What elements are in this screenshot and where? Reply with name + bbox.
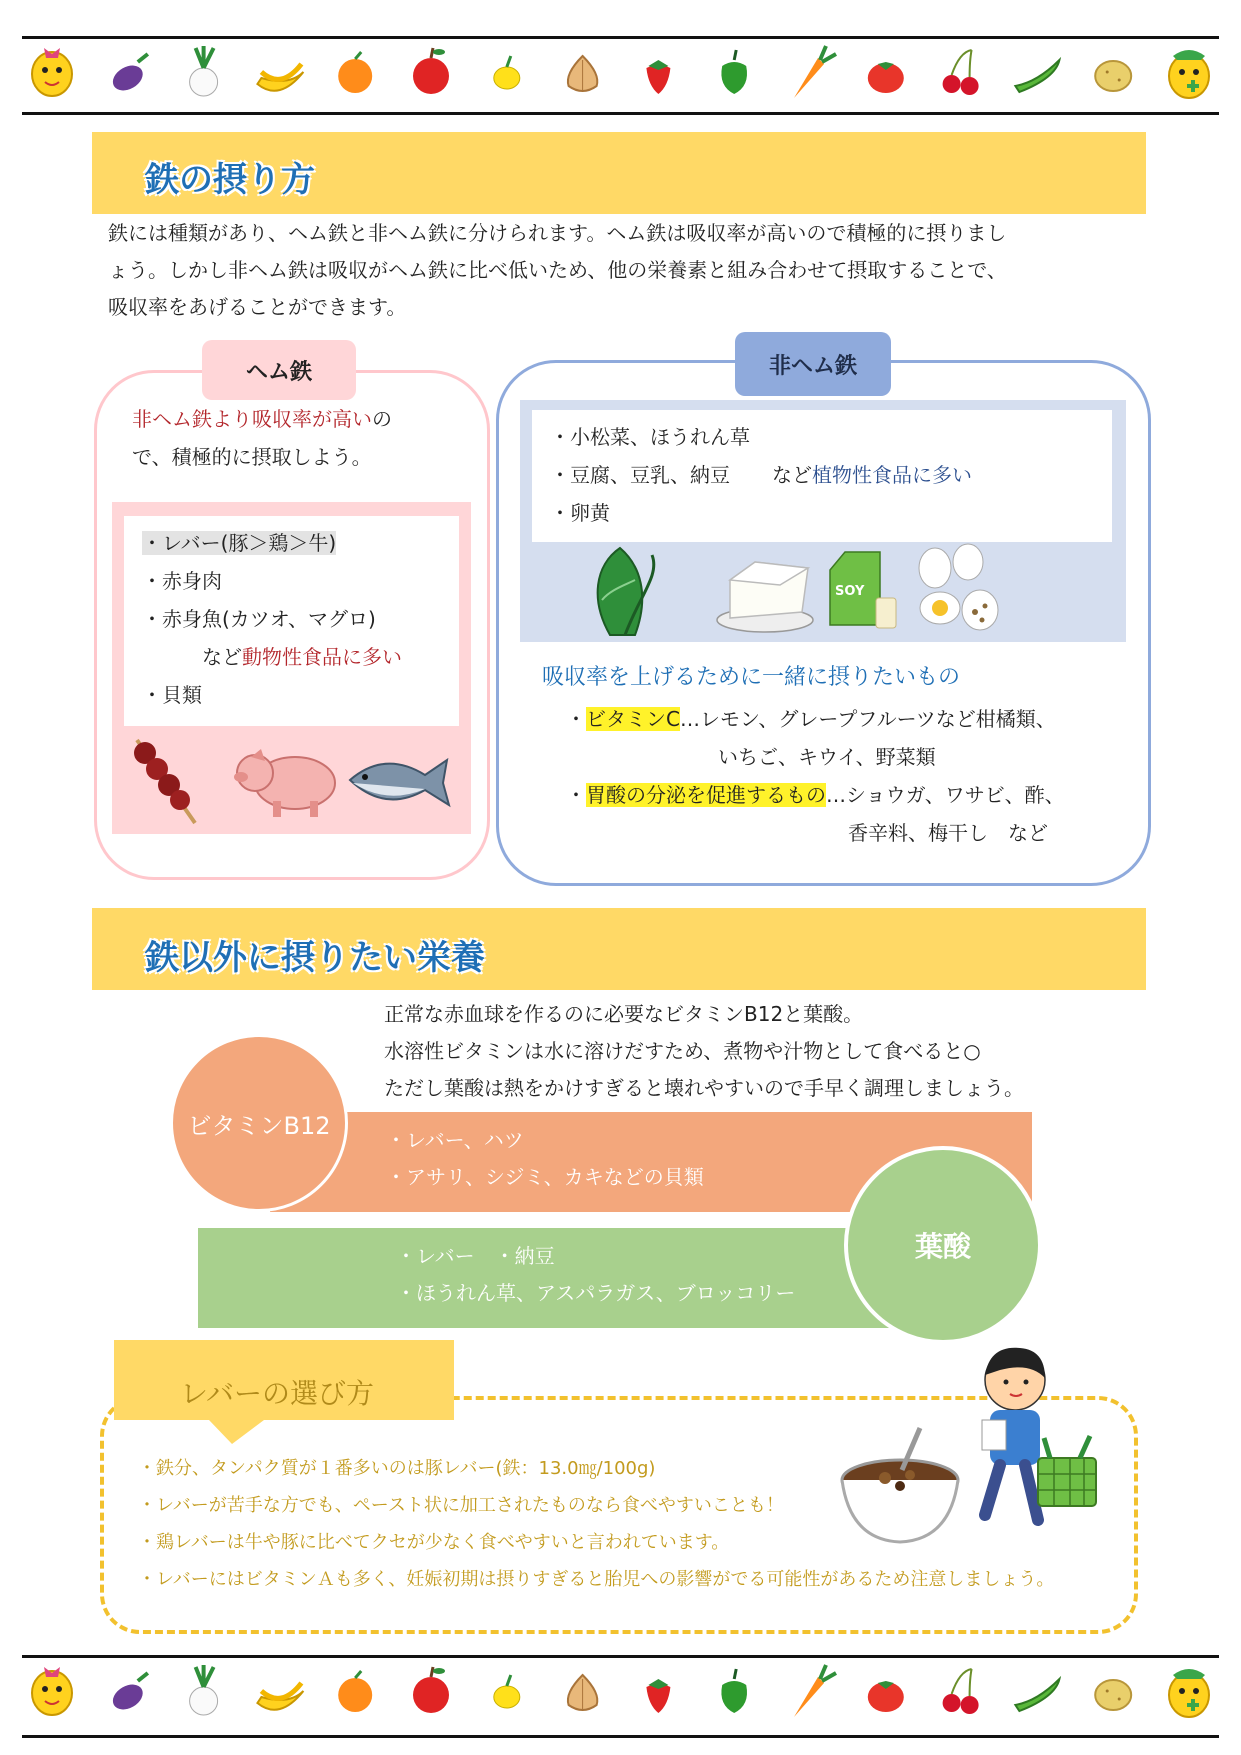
section1-title: 鉄の摂り方 (145, 160, 315, 200)
heme-item-shellfish: ・貝類 (142, 683, 202, 707)
liver-tip-3: ・鶏レバーは牛や豚に比べてクセが少なく食べやすいと言われています。 (138, 1532, 730, 1553)
acid-text: …ショウガ、ワサビ、酢、 (826, 783, 1065, 807)
heme-illustrations (125, 735, 455, 825)
border-icons-svg (22, 42, 1219, 102)
eggplant-icon (108, 1673, 147, 1715)
section2-intro (384, 996, 1144, 1107)
liver-title: レバーの選び方 (180, 1377, 375, 1410)
non-heme-food-list-box (532, 410, 1112, 542)
liver-tip-1: ・鉄分、タンパク質が１番多いのは豚レバー(鉄：13.0㎎/100g) (138, 1458, 656, 1479)
pig-icon (234, 749, 335, 817)
onion-icon (568, 1675, 597, 1711)
apple-icon (413, 1667, 449, 1713)
acid-text-line-2: 香辛料、梅干し など (848, 821, 1048, 845)
vitc-bullet: ・ (566, 707, 586, 731)
carrot-icon (794, 46, 836, 98)
turnip-icon (190, 1665, 218, 1715)
orange-icon (338, 52, 372, 93)
banana-icon (257, 64, 303, 91)
vegetable-basket-icon (1038, 1436, 1096, 1506)
non-heme-note-plant-foods: 植物性食品に多い (812, 463, 972, 487)
lemon-icon (494, 56, 520, 89)
spinach-icon (598, 548, 654, 635)
folic-acid-foods (396, 1238, 956, 1312)
heme-iron-label: ヘム鉄 (202, 340, 356, 400)
stew-bowl-icon (842, 1428, 958, 1542)
shopping-boy-icon (982, 1348, 1045, 1520)
pea-pod-icon (1015, 60, 1059, 92)
heme-note-animal-foods: 動物性食品に多い (242, 645, 402, 669)
section1-intro-line-2: ょう。しかし非ヘム鉄は吸収がヘム鉄に比べ低いため、他の栄養素と組み合わせて摂取することで、 (108, 258, 1007, 282)
heme-food-list-box (124, 516, 459, 726)
potato-icon (1095, 61, 1131, 91)
vitc-text: …レモン、グレープフルーツなど柑橘類、 (679, 707, 1056, 731)
orange-icon (338, 1671, 372, 1712)
bottom-border-line-upper (22, 1655, 1219, 1658)
b12-item-1: ・レバー、ハツ (386, 1128, 524, 1152)
non-heme-note-prefix: など (772, 463, 812, 487)
heme-item-red-meat: ・赤身肉 (142, 569, 222, 593)
section1-intro-line-3: 吸収率をあげることができます。 (108, 295, 407, 319)
top-fruit-border (22, 36, 1219, 108)
border-icons-svg (22, 1661, 1219, 1721)
tomato-icon (868, 1681, 904, 1712)
tomato-icon (868, 62, 904, 93)
bottom-border-line-lower (22, 1735, 1219, 1738)
lemon-icon (494, 1675, 520, 1708)
yakitori-skewer-icon (134, 740, 195, 823)
non-heme-iron-label: 非ヘム鉄 (735, 332, 891, 396)
section1-intro-line-1: 鉄には種類があり、ヘム鉄と非ヘム鉄に分けられます。ヘム鉄は吸収率が高いので積極的に摂りまし (108, 221, 1007, 245)
apple-icon (413, 48, 449, 94)
bottom-border-icons (22, 1661, 1219, 1721)
heme-item-liver: ・レバー(豚＞鶏＞牛) (142, 531, 337, 555)
heme-desc-tail: の (372, 407, 392, 431)
section2-title: 鉄以外に摂りたい栄養 (145, 938, 485, 978)
non-heme-illustrations (580, 540, 1040, 640)
acid-bullet: ・ (566, 783, 586, 807)
vitamin-b12-circle: ビタミンB12 (170, 1034, 348, 1212)
heme-description (132, 400, 472, 476)
banana-icon (257, 1683, 303, 1710)
pea-pod-icon (1015, 1679, 1059, 1711)
cherry-icon (943, 50, 979, 95)
heme-note-prefix: など (202, 645, 242, 669)
liver-illustrations (840, 1340, 1100, 1550)
cherry-icon (943, 1669, 979, 1714)
absorption-boost-list (566, 700, 1126, 852)
folic-acid-circle: 葉酸 (844, 1146, 1042, 1344)
heme-desc-highlight: 非ヘム鉄より吸収率が高い (132, 407, 372, 431)
section1-intro (108, 215, 1148, 326)
absorption-boost-title: 吸収率を上げるために一緒に摂りたいもの (542, 665, 961, 690)
tofu-icon (717, 562, 813, 632)
soy-carton-text: SOY (835, 584, 865, 599)
folic-item-1: ・レバー ・納豆 (396, 1244, 555, 1268)
girl-mascot-icon (32, 48, 72, 96)
liver-tip-2: ・レバーが苦手な方でも、ペースト状に加工されたものなら食べやすいことも！ (138, 1495, 784, 1516)
girl-mascot-icon (32, 1667, 72, 1715)
vitc-label: ビタミンC (586, 707, 680, 731)
section2-intro-line-3: ただし葉酸は熱をかけすぎると壊れやすいので手早く調理しましょう。 (384, 1076, 1024, 1100)
green-pepper-icon (721, 50, 747, 94)
green-pepper-icon (721, 1669, 747, 1713)
b12-item-2: ・アサリ、シジミ、カキなどの貝類 (386, 1165, 704, 1189)
strawberry-icon (646, 1679, 670, 1713)
heme-desc-line-2: で、積極的に摂取しよう。 (132, 445, 372, 469)
top-border-icons (22, 42, 1219, 102)
strawberry-icon (646, 60, 670, 94)
tuna-fish-icon (350, 760, 449, 805)
carrot-icon (794, 1665, 836, 1717)
eggs-icon (919, 544, 998, 630)
liver-tip-4: ・レバーにはビタミンＡも多く、妊娠初期は摂りすぎると胎児への影響がでる可能性があるため注意しましょう。 (138, 1569, 1055, 1590)
non-heme-item-egg-yolk: ・卵黄 (550, 501, 610, 525)
nurse-mascot-icon (1169, 1669, 1209, 1717)
non-heme-item-greens: ・小松菜、ほうれん草 (550, 425, 750, 449)
soy-milk-carton-icon (830, 552, 896, 628)
section2-intro-line-2: 水溶性ビタミンは水に溶けだすため、煮物や汁物として食べると○ (384, 1039, 981, 1063)
onion-icon (568, 56, 597, 92)
folic-item-2: ・ほうれん草、アスパラガス、ブロッコリー (396, 1281, 796, 1305)
non-heme-item-soy: ・豆腐、豆乳、納豆 (550, 463, 730, 487)
eggplant-icon (108, 54, 147, 96)
heme-item-red-fish: ・赤身魚(カツオ、マグロ) (142, 607, 376, 631)
turnip-icon (190, 46, 218, 96)
section2-intro-line-1: 正常な赤血球を作るのに必要なビタミンB12と葉酸。 (384, 1002, 864, 1026)
top-border-line-lower (22, 112, 1219, 115)
top-border-line-upper (22, 36, 1219, 39)
potato-icon (1095, 1680, 1131, 1710)
bottom-fruit-border (22, 1655, 1219, 1727)
vitc-text-line-2: いちご、キウイ、野菜類 (718, 745, 936, 769)
acid-label: 胃酸の分泌を促進するもの (586, 783, 826, 807)
nurse-mascot-icon (1169, 50, 1209, 98)
